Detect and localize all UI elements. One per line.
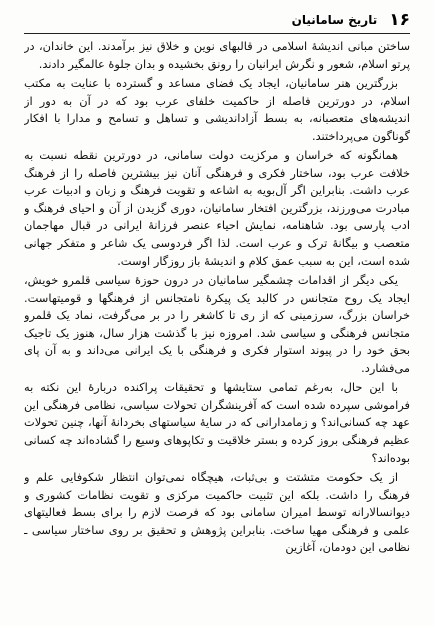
running-title: تاریخ سامانیان bbox=[291, 13, 378, 27]
paragraph: از یک حکومت متشتت و بی‌ثبات، هیچگاه نمی‌توان انتظار شکوفایی علم و فرهنگ را داشت. بلکه این تثبیت حاکمیت مرکزی و تقویت نظامات کشوری و دیوانسالارانه توسط امیران سامانی بود که فرصت لازم را برای بسط فعالیتهای علمی و فرهنگی مهیا ساخت. بنابراین پژوهش و تحقیق بر روی ساختار سیاسی ـ نظامی این دودمان، آغازین bbox=[24, 470, 410, 555]
page-number: ۱۶ bbox=[389, 10, 410, 30]
paragraph: یکی دیگر از اقدامات چشمگیر سامانیان در درون حوزهٔ سیاسی قلمرو خویش، ایجاد یک روح متجانس در کالبد یک پیکرهٔ نامتجانس از فرهنگها و قومیتهاست. خراسان بزرگ، سرزمینی که از ری تا کاشغر را در بر می‌گرفت، نماد یک قلمرو متجانس فرهنگی و سیاسی شد. امروزه نیز با گذشت هزار سال، هنوز یک تاجیک بحق خود را در پیوند استوار فکری و فرهنگی با یک ایرانی می‌داند و به آن پای می‌فشارد. bbox=[24, 273, 410, 375]
paragraph: با این حال، به‌رغم تمامی ستایشها و تحقیقات پراکنده دربارهٔ این نکته به فراموشی سپرده شده است که آفرینشگران تحولات سیاسی، نظامی فرهنگی این عهد چه کسانی‌اند؟ و زمامدارانی که در سایهٔ سیاستهای بخردانهٔ آنها، چنین تحولات عظیم فرهنگی بروز کرده و بستر خلاقیت و تکاپوهای وسیع را گشاده‌اند چه کسانی بوده‌اند؟ bbox=[24, 380, 410, 465]
header-rule bbox=[24, 33, 410, 34]
paragraph: بزرگترین هنر سامانیان، ایجاد یک فضای مساعد و گسترده با عنایت به مکتب اسلام، در دورترین فاصله از حاکمیت خلفای عرب بود که در آن به دور از اندیشه‌های متعصبانه، به بسط آزاداندیشی و تساهل و تسامح و مدارا با افکار گوناگون می‌پرداختند. bbox=[24, 76, 410, 143]
page-header bbox=[24, 8, 410, 32]
paragraph-continuation: ساختن مبانی اندیشهٔ اسلامی در قالبهای نوین و خلاق نیز برآمدند. این خاندان، در پرتو اسلام، شعور و نگرش ایرانیان را رونق بخشیده و بدان جلوهٔ عالمگیر دادند. bbox=[24, 39, 410, 71]
page-body-text bbox=[24, 38, 410, 620]
paragraph: همانگونه که خراسان و مرکزیت دولت سامانی، در دورترین نقطه نسبت به خلافت عرب بود، ساختار فکری و فرهنگی آنان نیز بیشترین فاصله را از فرهنگ عرب داشت. بنابراین اگر آل‌بویه به اشاعه و تقویت فرهنگ و زبان و ادبیات عرب مبادرت می‌ورزند، بزرگترین افتخار سامانیان، دوری گزیدن از آن و احیای فرهنگ و ادب پارسی بود. شاهنامه، نمایش احیاء عنصر فرزانهٔ ایرانی در قبال مهاجمان متعصب و بیگانهٔ ترک و عرب است. لذا اگر فردوسی یک شاعر و متفکر جهانی شده است، این به سبب عمق کلام و اندیشهٔ باز روزگار اوست. bbox=[24, 148, 410, 268]
header-right-group bbox=[292, 10, 410, 30]
